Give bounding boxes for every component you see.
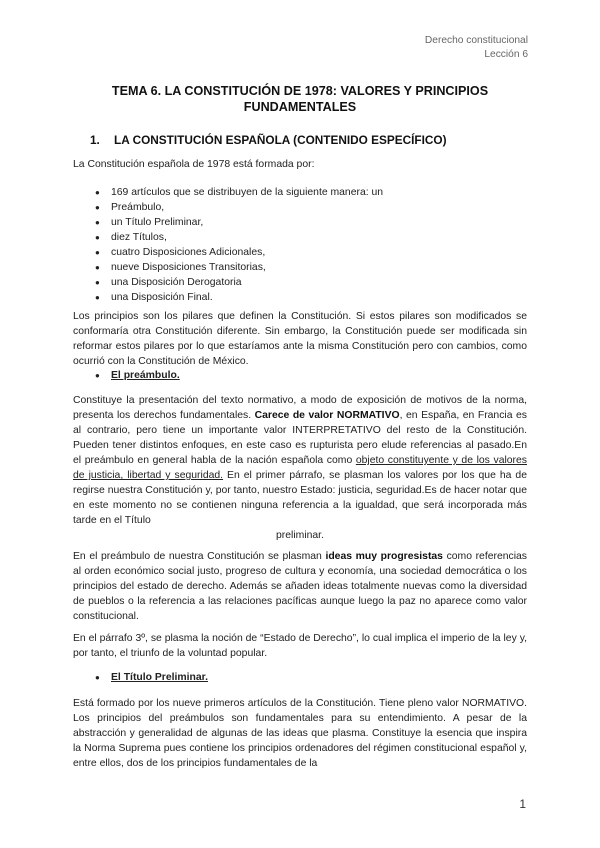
section-title: LA CONSTITUCIÓN ESPAÑOLA (CONTENIDO ESPECÍFICO) <box>114 133 447 147</box>
text-span: como referencias al orden económico social justo, progreso de cultura y economía, una sociedad democrática o los principios del estado de derecho. Además se añaden ideas totalmente nuevas como la diversidad de pueblos o la referencia a las relaciones pacíficas aunque luego la paz no aparece como valor constitucional. <box>73 551 527 622</box>
structure-list <box>95 185 383 305</box>
text-span: Constituye la presentación del texto normativo, a modo de exposición de motivos de la norma, presenta los derechos fundamentales. <box>73 395 527 421</box>
page-title <box>90 83 510 115</box>
bold-text: ideas muy progresistas <box>325 551 443 562</box>
intro-paragraph: La Constitución española de 1978 está formada por: <box>73 159 315 170</box>
page-number: 1 <box>519 797 526 811</box>
bullet-icon: ● <box>95 371 100 380</box>
bold-text: Carece de valor NORMATIVO <box>254 410 400 421</box>
list-item: ● una Disposición Derogatoria <box>95 275 383 290</box>
section-number: 1. <box>90 133 100 147</box>
list-item: ● cuatro Disposiciones Adicionales, <box>95 245 383 260</box>
list-item: ● una Disposición Final. <box>95 290 383 305</box>
preambulo-paragraph-1 <box>73 393 527 543</box>
list-item: ● un Título Preliminar, <box>95 215 383 230</box>
title-line-2: FUNDAMENTALES <box>243 100 357 114</box>
text-span: , en España, en Francia es al contrario, pero tiene un importante valor INTERPRETATIVO del resto de la Constitución. Pueden tener distintos enfoques, en este caso es rupturista pero elude referencias al pasado.En el preámbulo en general habla de la nación española como <box>73 410 528 466</box>
section-heading <box>90 133 447 147</box>
underlined-text: objeto constituyente y de los valores de justicia, libertad y seguridad. <box>73 455 527 481</box>
bullet-icon: ● <box>95 673 100 682</box>
subheading-titulo-preliminar-label: El Título Preliminar. <box>111 672 209 683</box>
page-header <box>425 34 528 62</box>
subheading-titulo-preliminar <box>95 672 208 683</box>
list-item: ● 169 artículos que se distribuyen de la siguiente manera: un <box>95 185 383 200</box>
preambulo-paragraph-1-body <box>73 393 527 528</box>
text-span: En el preámbulo de nuestra Constitución se plasman <box>73 551 326 562</box>
header-subject: Derecho constitucional <box>424 35 528 46</box>
titulo-preliminar-paragraph: Está formado por los nueve primeros artículos de la Constitución. Tiene pleno valor NORMATIVO. Los principios del preámbulos son fundamentales para su entendimiento. A pesar de la abstracción y generalidad de algunas de las ideas que plasma. Constituye la esencia que inspira la Norma Suprema pues contiene los principios ordenadores del régimen constitucional español y, entre ellos, dos de los principios fundamentales de la <box>73 698 527 769</box>
list-item: ● diez Títulos, <box>95 230 383 245</box>
principles-paragraph: Los principios son los pilares que definen la Constitución. Si estos pilares son modificados se conformaría otra Constitución diferente. Sin embargo, la Constitución puede ser modificada sin reformar estos pilares por lo que estaríamos ante la misma Constitución pero con cambios, como ocurrió con la Constitución de México. <box>73 311 527 367</box>
header-lesson: Lección 6 <box>484 49 528 60</box>
preambulo-paragraph-3: En el párrafo 3º, se plasma la noción de “Estado de Derecho”, lo cual implica el imperio de la ley y, por tanto, el triunfo de la voluntad popular. <box>73 633 527 659</box>
title-line-1: TEMA 6. LA CONSTITUCIÓN DE 1978: VALORES Y PRINCIPIOS <box>111 84 489 98</box>
list-item: ● nueve Disposiciones Transitorias, <box>95 260 383 275</box>
preambulo-paragraph-1-last-line: preliminar. <box>276 530 324 541</box>
preambulo-paragraph-2 <box>73 549 527 624</box>
text-span: En el primer párrafo, se plasman los valores por los que ha de regirse nuestra Constitución y, por tanto, nuestro Estado: justicia, seguridad.Es de hacer notar que en este momento no se contienen ninguna referencia a la igualdad, que será incorporada más tarde en el Título <box>73 470 527 526</box>
subheading-preambulo <box>95 370 180 381</box>
subheading-preambulo-label: El preámbulo. <box>111 370 180 381</box>
list-item: ● Preámbulo, <box>95 200 383 215</box>
